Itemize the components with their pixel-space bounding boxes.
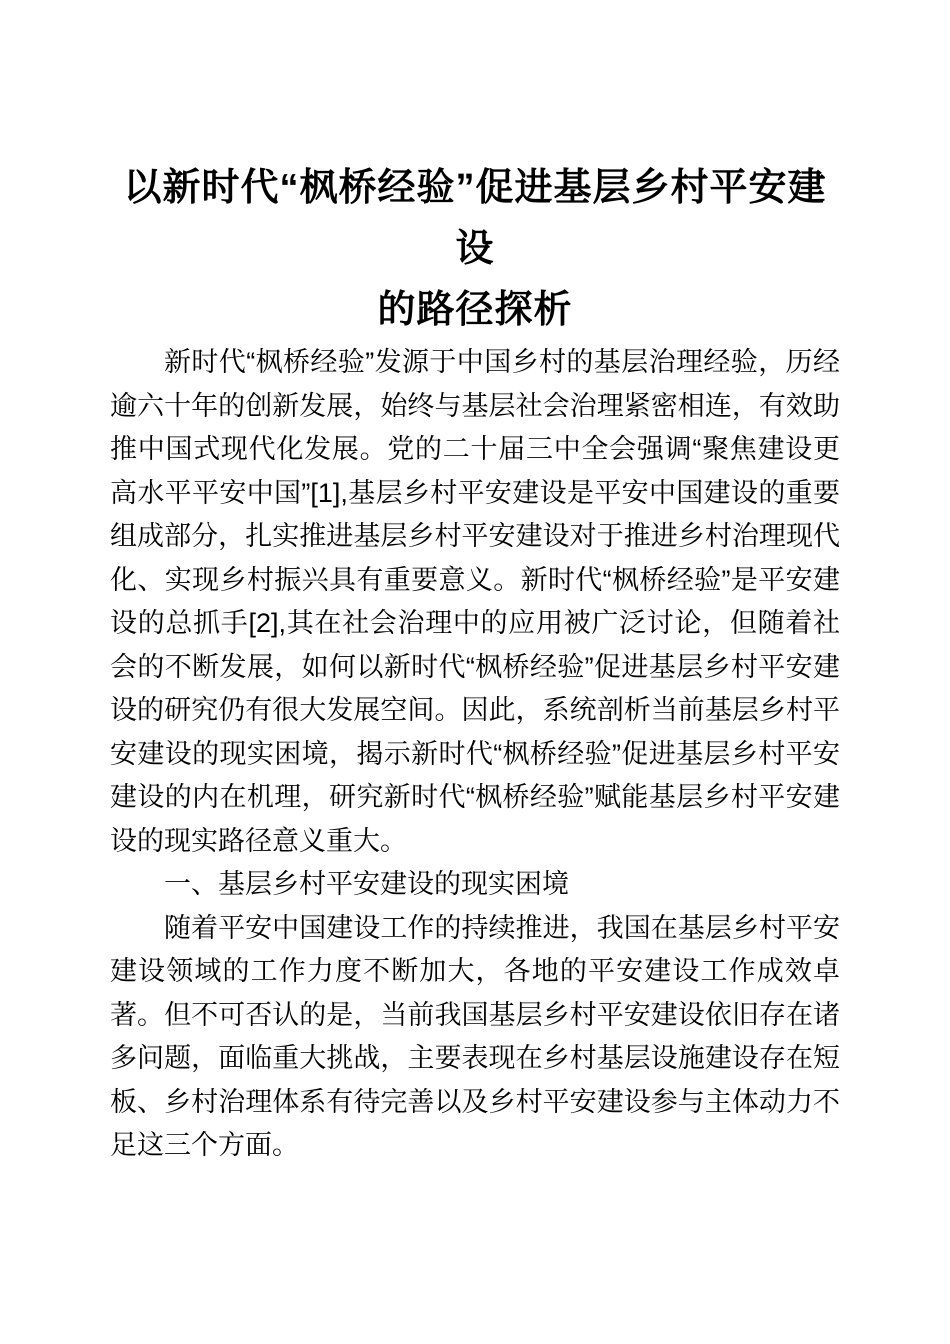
intro-paragraph: 新时代“枫桥经验”发源于中国乡村的基层治理经验，历经逾六十年的创新发展，始终与基层社会治理紧密相连，有效助推中国式现代化发展。党的二十届三中全会强调“聚焦建设更高水平平安中国”[1],基层乡村平安建设是平安中国建设的重要组成部分，扎实推进基层乡村平安建设对于推进乡村治理现代化、实现乡村振兴具有重要意义。新时代“枫桥经验”是平安建设的总抓手[2],其在社会治理中的应用被广泛讨论，但随着社会的不断发展，如何以新时代“枫桥经验”促进基层乡村平安建设的研究仍有很大发展空间。因此，系统剖析当前基层乡村平安建设的现实困境，揭示新时代“枫桥经验”促进基层乡村平安建设的内在机理，研究新时代“枫桥经验”赋能基层乡村平安建设的现实路径意义重大。 [110, 347, 840, 856]
title-line-1: 以新时代“枫桥经验”促进基层乡村平安建设 [123, 167, 827, 270]
title-line-2: 的路径探析 [377, 289, 573, 331]
document-title [110, 0, 840, 341]
section-1-paragraph: 随着平安中国建设工作的持续推进，我国在基层乡村平安建设领域的工作力度不断加大，各地的平安建设工作成效卓著。但不可否认的是，当前我国基层乡村平安建设依旧存在诸多问题，面临重大挑战，主要表现在乡村基层设施建设存在短板、乡村治理体系有待完善以及乡村平安建设参与主体动力不足这三个方面。 [110, 912, 840, 1160]
document-content [110, 0, 840, 1168]
section-1-heading: 一、基层乡村平安建设的现实困境 [164, 869, 569, 899]
